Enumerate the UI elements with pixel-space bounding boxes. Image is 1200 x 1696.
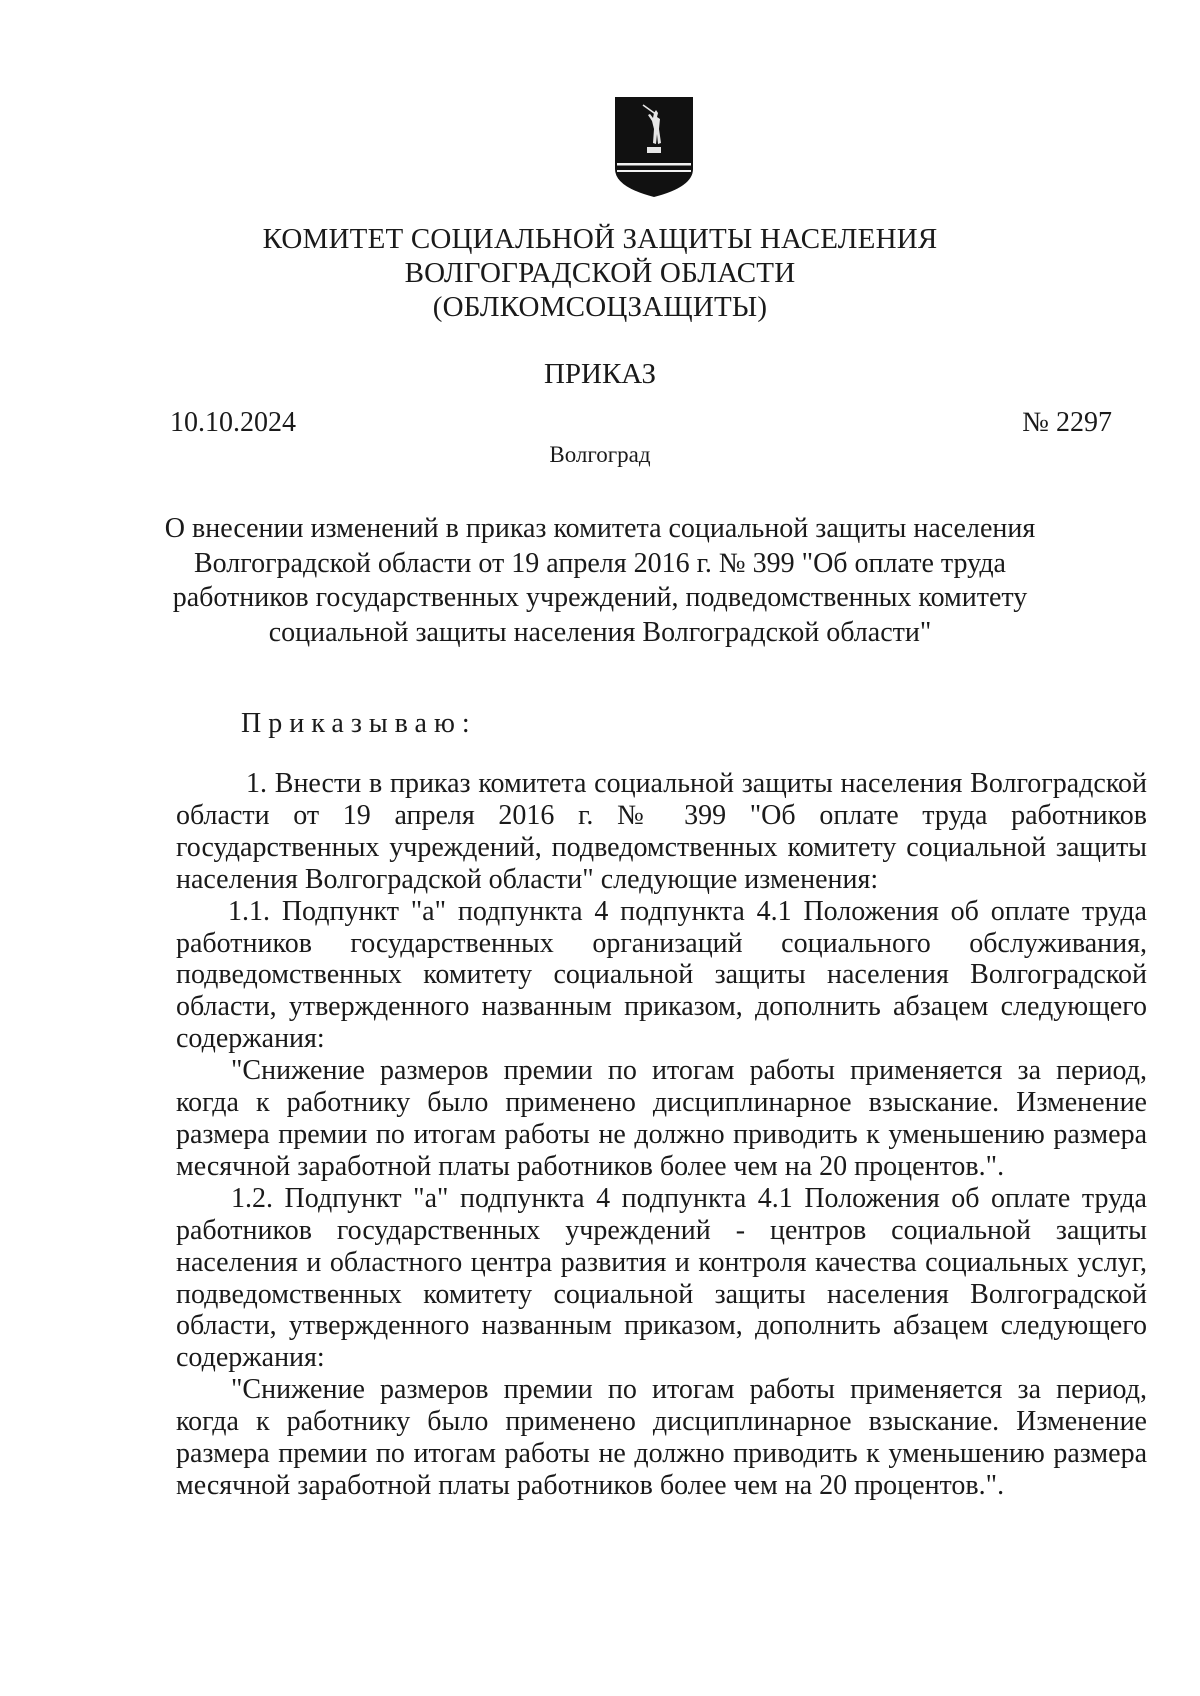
organization-line: ВОЛГОГРАДСКОЙ ОБЛАСТИ	[404, 257, 796, 289]
paragraph-1-2: 1.2. Подпункт "а" подпункта 4 подпункта 4.1 Положения об оплате труда работников государственных учреждений - центров социальной защиты населения и областного центра развития и контроля качества социальных услуг, подведомственных комитету социальной защиты населения Волгоградской области, утвержденного названным приказом, дополнить абзацем следующего содержания:	[176, 1182, 1147, 1374]
document-body	[176, 768, 1147, 1502]
document-date: 10.10.2024	[170, 407, 296, 438]
coat-of-arms-icon	[613, 95, 695, 199]
organization-name	[150, 222, 1050, 324]
document-type: ПРИКАЗ	[543, 358, 657, 390]
organization-line: (ОБЛКОМСОЦЗАЩИТЫ)	[432, 291, 768, 323]
organization-line: КОМИТЕТ СОЦИАЛЬНОЙ ЗАЩИТЫ НАСЕЛЕНИЯ	[262, 223, 938, 255]
title-line: социальной защиты населения Волгоградской области"	[268, 616, 932, 648]
document-title	[150, 512, 1050, 650]
paragraph-1-1: 1.1. Подпункт "а" подпункта 4 подпункта 4.1 Положения об оплате труда работников государственных организаций социального обслуживания, подведомственных комитету социальной защиты населения Волгоградской области, утвержденного названным приказом, дополнить абзацем следующего содержания:	[176, 895, 1147, 1055]
title-line: О внесении изменений в приказ комитета социальной защиты населения	[164, 513, 1036, 544]
document-number: № 2297	[1022, 407, 1112, 438]
quote-paragraph-1: "Снижение размеров премии по итогам работы применяется за период, когда к работнику было применено дисциплинарное взыскание. Изменение размера премии по итогам работы не должно приводить к уменьшению размера месячной заработной платы работников более чем на 20 процентов.".	[176, 1055, 1147, 1182]
title-line: работников государственных учреждений, подведомственных комитету	[172, 582, 1028, 613]
document-city: Волгоград	[549, 442, 651, 467]
title-line: Волгоградской области от 19 апреля 2016 г. № 399 "Об оплате труда	[194, 547, 1006, 579]
quote-paragraph-2: "Снижение размеров премии по итогам работы применяется за период, когда к работнику было применено дисциплинарное взыскание. Изменение размера премии по итогам работы не должно приводить к уменьшению размера месячной заработной платы работников более чем на 20 процентов.".	[176, 1374, 1147, 1501]
order-word: Приказываю:	[241, 708, 477, 739]
paragraph-1: 1. Внести в приказ комитета социальной защиты населения Волгоградской области от 19 апреля 2016 г. № 399 "Об оплате труда работников государственных учреждений, подведомственных комитету социальной защиты населения Волгоградской области" следующие изменения:	[176, 768, 1147, 895]
